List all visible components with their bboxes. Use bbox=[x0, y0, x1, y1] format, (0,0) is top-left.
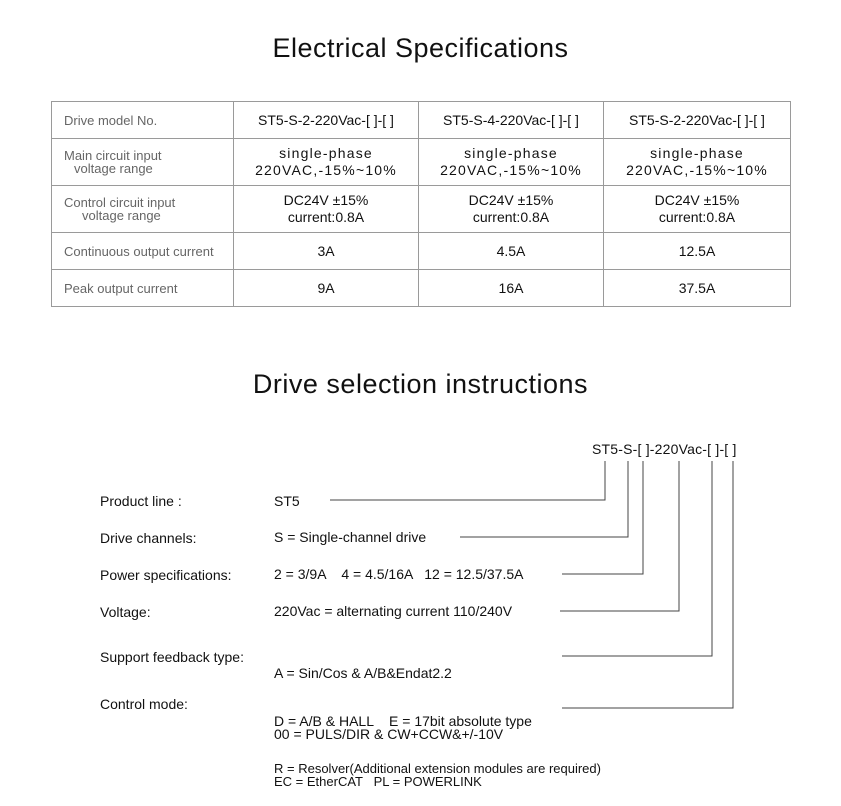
connector-feedback bbox=[562, 461, 712, 656]
cell-line: DC24V ±15% bbox=[283, 192, 369, 208]
connector-power bbox=[562, 461, 643, 574]
cell-line: ST5-S-2-220Vac-[ ]-[ ] bbox=[629, 111, 765, 128]
connector-drive-channels bbox=[460, 461, 628, 537]
label-line: Main circuit input bbox=[64, 148, 162, 163]
label-drive-channels: Drive channels: bbox=[100, 530, 197, 546]
cell-line: ST5-S-4-220Vac-[ ]-[ ] bbox=[443, 111, 579, 128]
cell-line: single-phase bbox=[279, 145, 373, 161]
label-line: voltage range bbox=[74, 161, 153, 176]
label-line: Peak output current bbox=[64, 280, 178, 296]
connector-product-line bbox=[330, 461, 605, 500]
cell-line: current:0.8A bbox=[658, 209, 736, 225]
value-voltage bbox=[274, 603, 512, 619]
connector-voltage bbox=[560, 461, 679, 611]
cell-line: single-phase bbox=[650, 145, 744, 161]
cell-line: ST5-S-2-220Vac-[ ]-[ ] bbox=[258, 111, 394, 128]
value-drive-channels bbox=[274, 529, 426, 545]
label-line: Drive model No. bbox=[64, 112, 158, 128]
value-line: S = Single-channel drive bbox=[274, 529, 427, 545]
value-line: A = Sin/Cos & A/B&Endat2.2 bbox=[274, 665, 452, 681]
label-line: Continuous output current bbox=[64, 243, 214, 259]
model-code: ST5-S-[ ]-220Vac-[ ]-[ ] bbox=[592, 441, 737, 457]
cell-line: 3A bbox=[317, 242, 335, 259]
selection-title: Drive selection instructions bbox=[252, 369, 589, 399]
label-feedback-type: Support feedback type: bbox=[100, 649, 244, 665]
cell-line: DC24V ±15% bbox=[654, 192, 740, 208]
label-voltage: Voltage: bbox=[100, 604, 151, 620]
value-line: 220Vac = alternating current 110/240V bbox=[274, 603, 513, 619]
cell-line: 12.5A bbox=[678, 242, 716, 259]
label-power-specifications: Power specifications: bbox=[100, 567, 232, 583]
cell-line: 220VAC,-15%~10% bbox=[440, 162, 582, 178]
label-line: voltage range bbox=[82, 208, 161, 223]
value-line: 00 = PULS/DIR & CW+CCW&+/-10V bbox=[274, 726, 504, 742]
value-product-line bbox=[274, 493, 300, 509]
cell-line: 220VAC,-15%~10% bbox=[626, 162, 768, 178]
cell-line: 37.5A bbox=[678, 279, 716, 296]
cell-line: current:0.8A bbox=[287, 209, 365, 225]
label-control-mode: Control mode: bbox=[100, 696, 188, 712]
value-line: EC = EtherCAT PL = POWERLINK bbox=[274, 774, 482, 789]
value-line: ST5 bbox=[274, 493, 300, 509]
specifications-title: Electrical Specifications bbox=[272, 33, 569, 63]
cell-line: single-phase bbox=[464, 145, 558, 161]
value-line: 2 = 3/9A 4 = 4.5/16A 12 = 12.5/37.5A bbox=[274, 566, 524, 582]
cell-line: 9A bbox=[317, 279, 335, 296]
cell-line: DC24V ±15% bbox=[468, 192, 554, 208]
cell-line: current:0.8A bbox=[472, 209, 550, 225]
cell-line: 16A bbox=[498, 279, 524, 296]
value-line: D = A/B & HALL E = 17bit absolute type bbox=[274, 713, 532, 729]
value-control-mode bbox=[274, 694, 503, 806]
value-line: R = Resolver(Additional extension modules are required) bbox=[274, 761, 601, 776]
cell-line: 4.5A bbox=[496, 242, 526, 259]
label-product-line: Product line : bbox=[100, 493, 182, 509]
value-power-specifications bbox=[274, 566, 523, 582]
label-line: Control circuit input bbox=[64, 195, 176, 210]
cell-line: 220VAC,-15%~10% bbox=[255, 162, 397, 178]
